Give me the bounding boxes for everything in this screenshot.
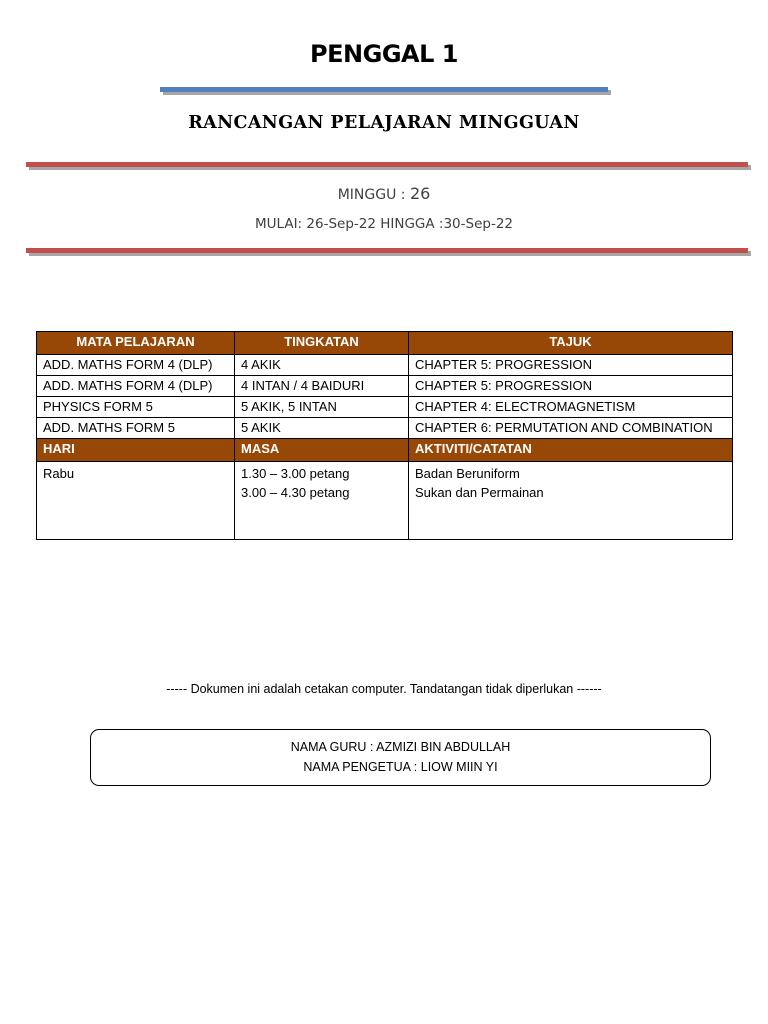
- table-row: [37, 376, 733, 397]
- header-class: TINGKATAN: [235, 332, 409, 355]
- principal-name: NAMA PENGETUA : LIOW MIIN YI: [303, 760, 498, 774]
- header-subject: MATA PELAJARAN: [37, 332, 235, 355]
- subject-cell: ADD. MATHS FORM 4 (DLP): [37, 355, 235, 376]
- table-row: [37, 355, 733, 376]
- red-divider-top: [26, 162, 748, 167]
- time-slot: 1.30 – 3.00 petang: [241, 466, 350, 481]
- computer-print-note: ----- Dokumen ini adalah cetakan computer. Tandatangan tidak diperlukan ------: [166, 682, 602, 696]
- class-cell: 4 INTAN / 4 BAIDURI: [235, 376, 409, 397]
- subject-cell: ADD. MATHS FORM 4 (DLP): [37, 376, 235, 397]
- subject-cell: ADD. MATHS FORM 5: [37, 418, 235, 439]
- activity-note: Badan Beruniform: [415, 466, 520, 481]
- blue-divider: [160, 87, 608, 92]
- class-cell: 4 AKIK: [235, 355, 409, 376]
- week-label: MINGGU :: [337, 187, 406, 203]
- class-cell: 5 AKIK: [235, 418, 409, 439]
- lesson-plan-table: [36, 331, 733, 540]
- table-header-row: [37, 332, 733, 355]
- header-topic: TAJUK: [409, 332, 733, 355]
- document-title: RANCANGAN PELAJARAN MINGGUAN: [188, 113, 580, 133]
- subject-cell: PHYSICS FORM 5: [37, 397, 235, 418]
- teacher-name: NAMA GURU : AZMIZI BIN ABDULLAH: [290, 740, 511, 754]
- header-day: HARI: [37, 439, 235, 462]
- week-number: 26: [409, 184, 431, 203]
- header-activity: AKTIVITI/CATATAN: [409, 439, 733, 462]
- time-cell: [235, 462, 409, 540]
- time-slot: 3.00 – 4.30 petang: [241, 485, 350, 500]
- header-time: MASA: [235, 439, 409, 462]
- activity-note: Sukan dan Permainan: [415, 485, 544, 500]
- class-cell: 5 AKIK, 5 INTAN: [235, 397, 409, 418]
- table-row: [37, 418, 733, 439]
- red-divider-bottom: [26, 248, 748, 253]
- day-cell: Rabu: [37, 462, 235, 540]
- term-title: PENGGAL 1: [310, 40, 458, 68]
- signature-box: [90, 729, 711, 786]
- table-row: [37, 397, 733, 418]
- activity-row: [37, 462, 733, 540]
- activity-header-row: [37, 439, 733, 462]
- topic-cell: CHAPTER 6: PERMUTATION AND COMBINATION: [409, 418, 733, 439]
- topic-cell: CHAPTER 4: ELECTROMAGNETISM: [409, 397, 733, 418]
- topic-cell: CHAPTER 5: PROGRESSION: [409, 376, 733, 397]
- notes-cell: [409, 462, 733, 540]
- week-line: [0, 184, 768, 203]
- date-range: MULAI: 26-Sep-22 HINGGA :30-Sep-22: [254, 216, 514, 232]
- topic-cell: CHAPTER 5: PROGRESSION: [409, 355, 733, 376]
